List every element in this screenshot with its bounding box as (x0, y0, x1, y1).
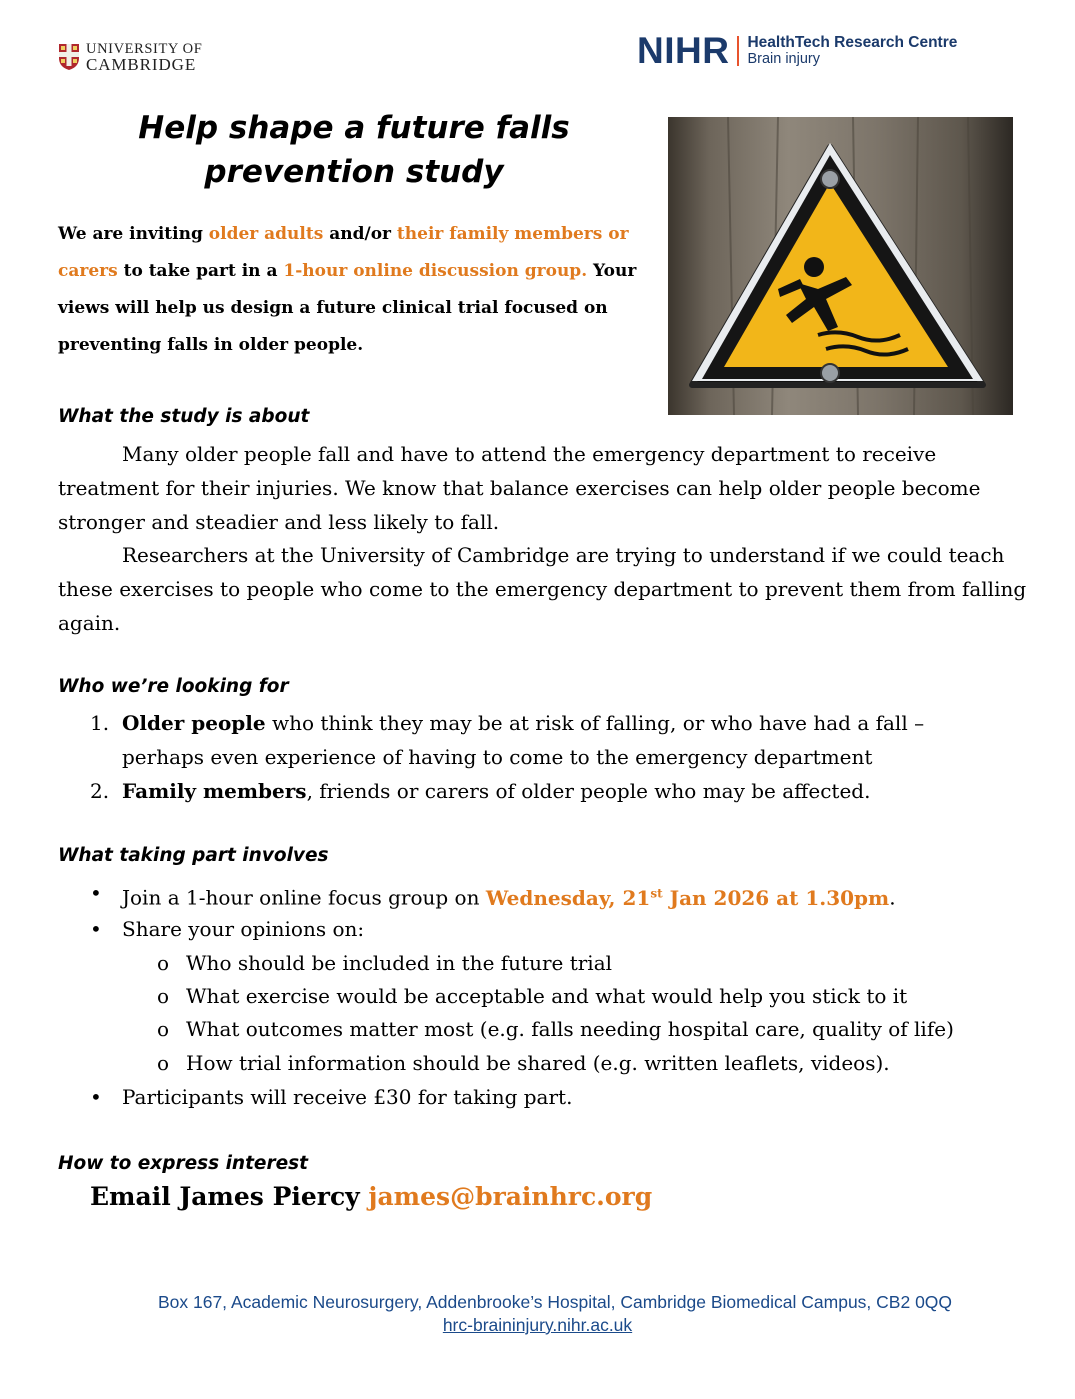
bullet-icon: • (90, 1085, 102, 1109)
list-number: 1. (90, 711, 110, 735)
bullet-item (90, 876, 896, 910)
footer-website-link[interactable]: hrc-braininjury.nihr.ac.uk (442, 1315, 633, 1335)
about-paragraph-1: Many older people fall and have to attend the emergency department to receive treatment for their injuries. We know that balance exercises can help older people become stronger and steadier and less likely to fall. (58, 442, 981, 534)
sub-bullet-item (157, 1012, 954, 1046)
event-date: Wednesday, 21 (485, 885, 651, 910)
list-item-text: , friends or carers of older people who may be affected. (306, 779, 871, 803)
nihr-logo (637, 30, 957, 72)
list-item-bold: Family members (122, 779, 307, 803)
cambridge-shield-icon (58, 43, 80, 71)
intro-text-1: We are inviting (58, 224, 209, 244)
sub-bullet-item (157, 979, 908, 1013)
sub-bullet-text: Who should be included in the future trial (186, 951, 613, 975)
cambridge-logo (58, 42, 202, 72)
bullet-item (90, 912, 365, 946)
intro-text-2: and/or (323, 224, 397, 244)
bullet-icon: • (90, 881, 102, 905)
bullet-item (90, 1080, 573, 1114)
bullet-text-end: . (889, 885, 896, 910)
intro-highlight-family: their family members or carers (58, 224, 629, 281)
bullet-text: Join a 1-hour online focus group on (122, 885, 486, 910)
slip-warning-sign-photo (668, 117, 1013, 415)
nihr-divider (737, 36, 739, 66)
nihr-logo-line2: Brain injury (747, 51, 820, 67)
sub-bullet-item (157, 1046, 890, 1080)
contact-label: Email James Piercy (90, 1182, 369, 1211)
contact-line (90, 1182, 652, 1211)
event-date-suffix: st (650, 886, 663, 900)
intro-highlight-discussion: 1-hour online discussion group. (283, 261, 588, 281)
intro-text-3: to take part in a (117, 261, 284, 281)
about-paragraph-2: Researchers at the University of Cambridge are trying to understand if we could teach these exercises to people who come to the emergency department to prevent them from falling again. (58, 543, 1027, 635)
title-line1: Help shape a future falls (138, 110, 570, 146)
page-title (100, 106, 608, 194)
sub-bullet-item (157, 946, 613, 980)
cambridge-logo-line1: UNIVERSITY OF (86, 41, 203, 57)
bullet-icon: • (90, 917, 102, 941)
list-item-continuation: perhaps even experience of having to come to the emergency department (122, 745, 873, 769)
section-heading-about: What the study is about (58, 406, 310, 427)
list-item (90, 706, 925, 740)
intro-text-4: Your views will help us design a future clinical trial focused on preventing falls in older people. (58, 261, 637, 355)
section-heading-interest: How to express interest (58, 1153, 309, 1174)
nihr-wordmark: NIHR (637, 30, 730, 71)
event-date-rest: Jan 2026 at 1.30pm (662, 885, 890, 910)
sub-bullet-icon: o (157, 1017, 170, 1041)
contact-email-link[interactable]: james@brainhrc.org (368, 1182, 653, 1211)
sub-bullet-text: What exercise would be acceptable and what would help you stick to it (186, 984, 908, 1008)
nihr-logo-line1: HealthTech Research Centre (747, 34, 958, 51)
list-item (90, 774, 871, 808)
intro-paragraph (58, 216, 658, 364)
list-number: 2. (90, 779, 110, 803)
section-heading-involves: What taking part involves (58, 845, 329, 866)
list-item-text: who think they may be at risk of falling, or who have had a fall – (265, 711, 925, 735)
slip-hazard-sign-icon (668, 117, 1013, 415)
sub-bullet-icon: o (157, 951, 170, 975)
footer-address: Box 167, Academic Neurosurgery, Addenbrooke’s Hospital, Cambridge Biomedical Campus, CB2 0QQ (157, 1292, 953, 1312)
sub-bullet-text: What outcomes matter most (e.g. falls needing hospital care, quality of life) (186, 1017, 954, 1041)
cambridge-logo-line2: CAMBRIDGE (86, 55, 197, 74)
sub-bullet-icon: o (157, 984, 170, 1008)
title-line2: prevention study (204, 154, 504, 190)
bullet-text: Participants will receive £30 for taking part. (122, 1085, 573, 1109)
sub-bullet-text: How trial information should be shared (e.g. written leaflets, videos). (186, 1051, 890, 1075)
sub-bullet-icon: o (157, 1051, 170, 1075)
intro-highlight-older-adults: older adults (208, 224, 324, 244)
section-heading-looking: Who we’re looking for (58, 676, 289, 697)
list-item-bold: Older people (122, 711, 266, 735)
bullet-text: Share your opinions on: (122, 917, 365, 941)
